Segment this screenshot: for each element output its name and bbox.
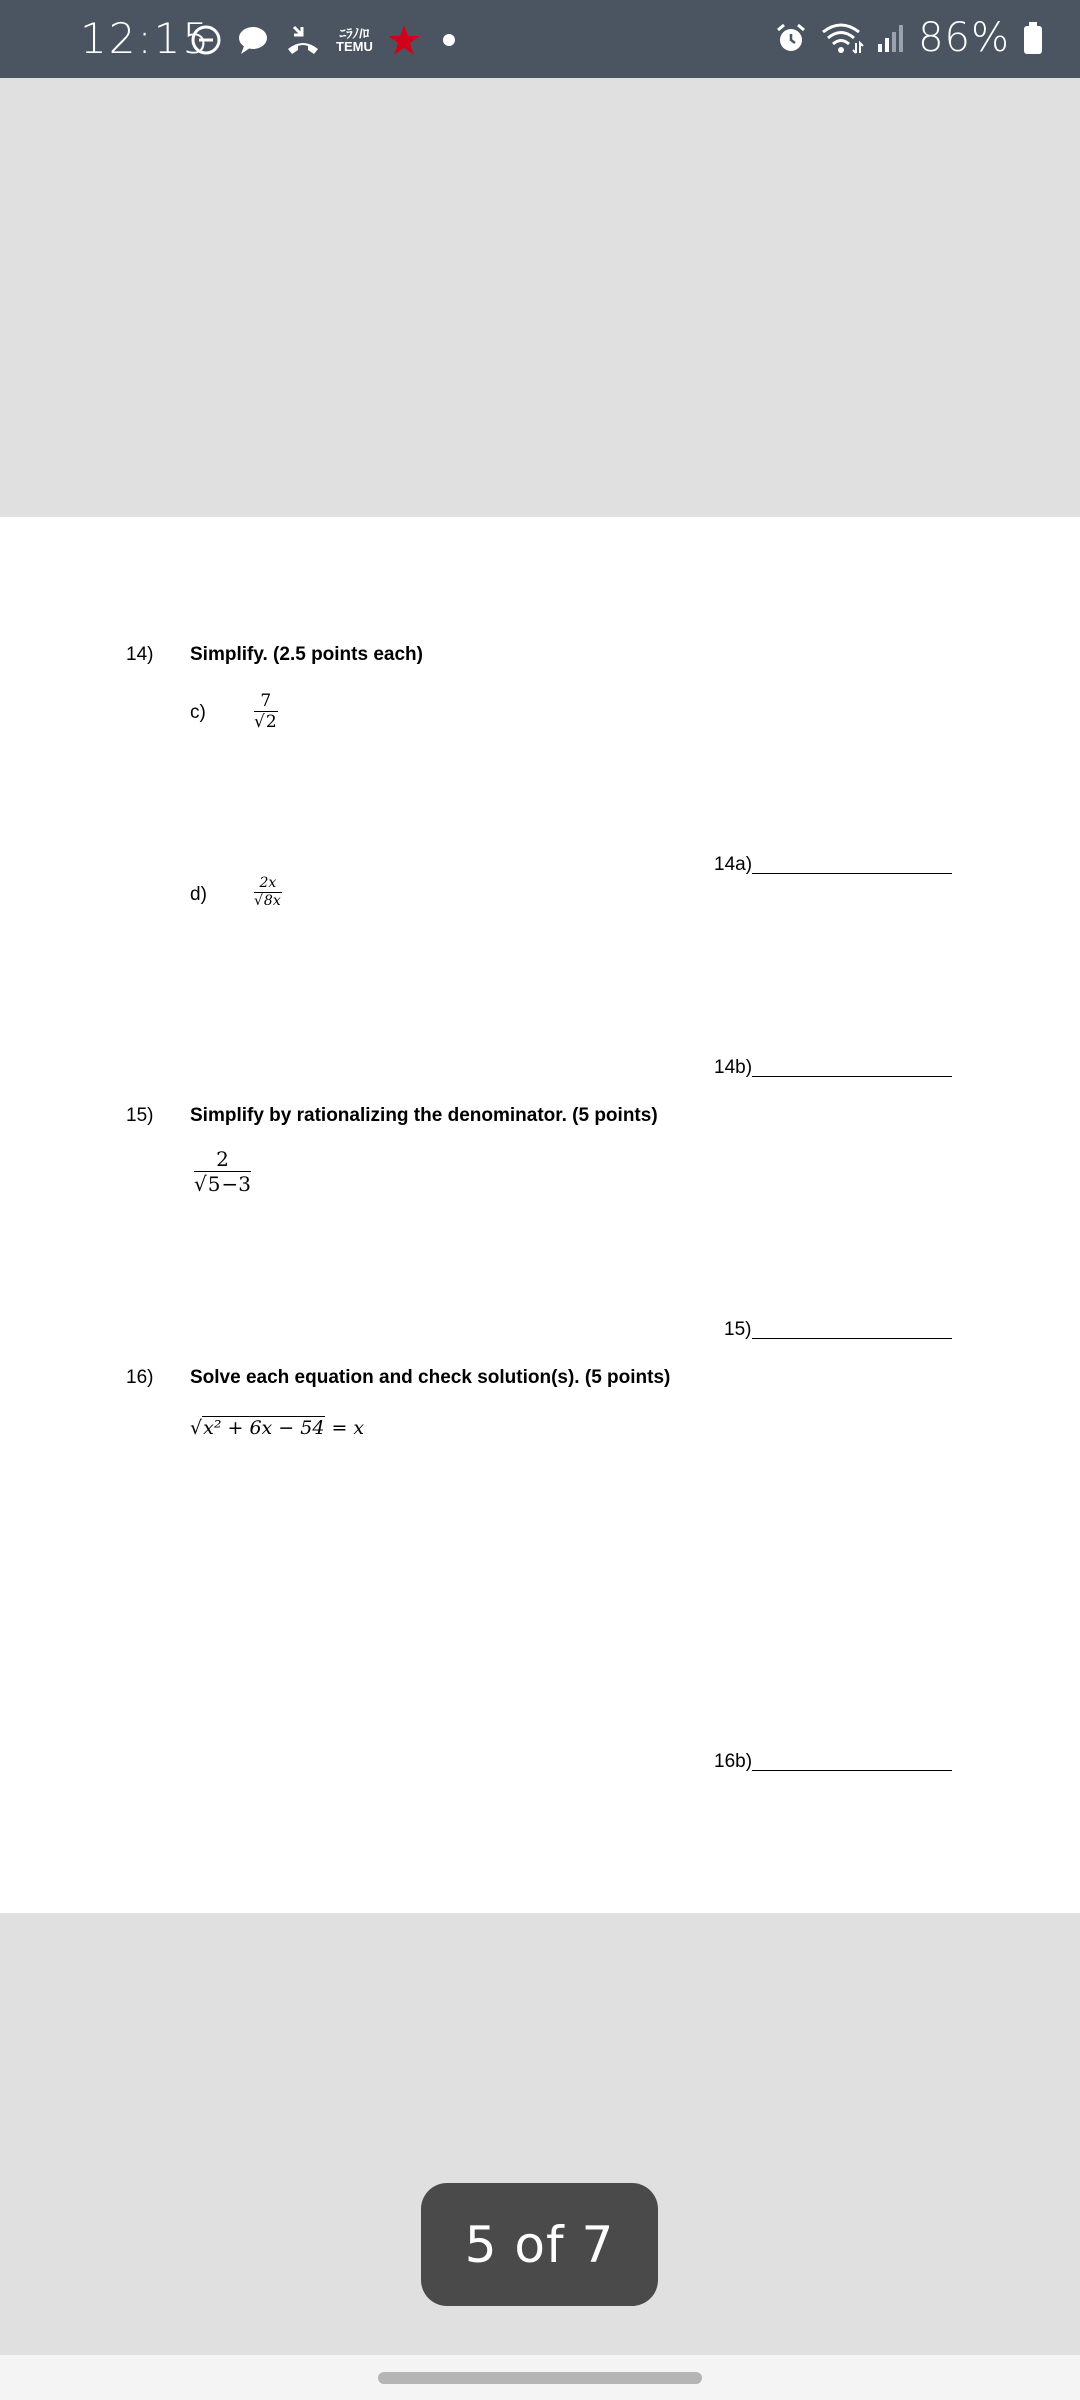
answer-15-label: 15): [724, 1319, 752, 1340]
equation-16: √x² + 6x − 54 = x: [190, 1417, 365, 1439]
system-icons: [774, 16, 1044, 60]
fraction-denominator: √2: [254, 712, 277, 733]
answer-14b-label: 14b): [714, 1057, 753, 1078]
equation-radicand: x² + 6x − 54: [203, 1417, 325, 1439]
answer-16b-label: 16b): [714, 1751, 753, 1772]
question-14c-label: c): [190, 702, 206, 723]
answer-16b-line: [752, 1770, 952, 1771]
fraction-numerator: 7: [260, 691, 272, 711]
fraction-2-over-root5-minus-3: [194, 1147, 251, 1196]
battery-icon: [1022, 21, 1044, 55]
answer-14a-label: 14a): [714, 854, 753, 875]
answer-15-line: [752, 1338, 952, 1339]
question-14-title: Simplify. (2.5 points each): [190, 644, 423, 665]
chat-bubble-icon: [236, 24, 270, 56]
signal-icon: [876, 22, 906, 54]
fraction-2x-over-root8x: [254, 875, 282, 910]
question-15-number: 15): [126, 1105, 154, 1126]
status-time: 12:15: [80, 14, 212, 63]
question-16-title: Solve each equation and check solution(s). (5 points): [190, 1367, 671, 1388]
fraction-denominator: √5−3: [194, 1172, 251, 1196]
battery-percentage: 86%: [918, 15, 1010, 61]
answer-14b-line: [752, 1076, 952, 1077]
question-16-number: 16): [126, 1367, 154, 1388]
fraction-denominator: √8x: [254, 892, 281, 909]
missed-call-icon: [284, 23, 322, 57]
equation-rhs: = x: [325, 1417, 365, 1439]
question-14-number: 14): [126, 644, 154, 665]
fraction-numerator: 2x: [259, 875, 277, 891]
home-gesture-handle[interactable]: [378, 2372, 702, 2384]
question-14d-label: d): [190, 884, 207, 905]
fraction-7-over-root2: [254, 691, 278, 733]
wifi-icon: [820, 21, 864, 55]
dot-icon: [435, 30, 461, 50]
document-page[interactable]: [0, 517, 1080, 1913]
page-indicator: 5 of 7: [421, 2183, 658, 2306]
answer-14a-line: [752, 873, 952, 874]
do-not-disturb-icon: [190, 24, 222, 56]
question-15-title: Simplify by rationalizing the denominator. (5 points): [190, 1105, 658, 1126]
star-icon: [387, 23, 421, 57]
navigation-bar: [0, 2355, 1080, 2400]
notification-icons: [190, 20, 461, 60]
alarm-icon: [774, 21, 808, 55]
status-bar: [0, 0, 1080, 78]
temu-icon: ﾆﾗﾉ/ﾛ TEMU: [336, 26, 373, 54]
fraction-numerator: 2: [216, 1147, 229, 1171]
